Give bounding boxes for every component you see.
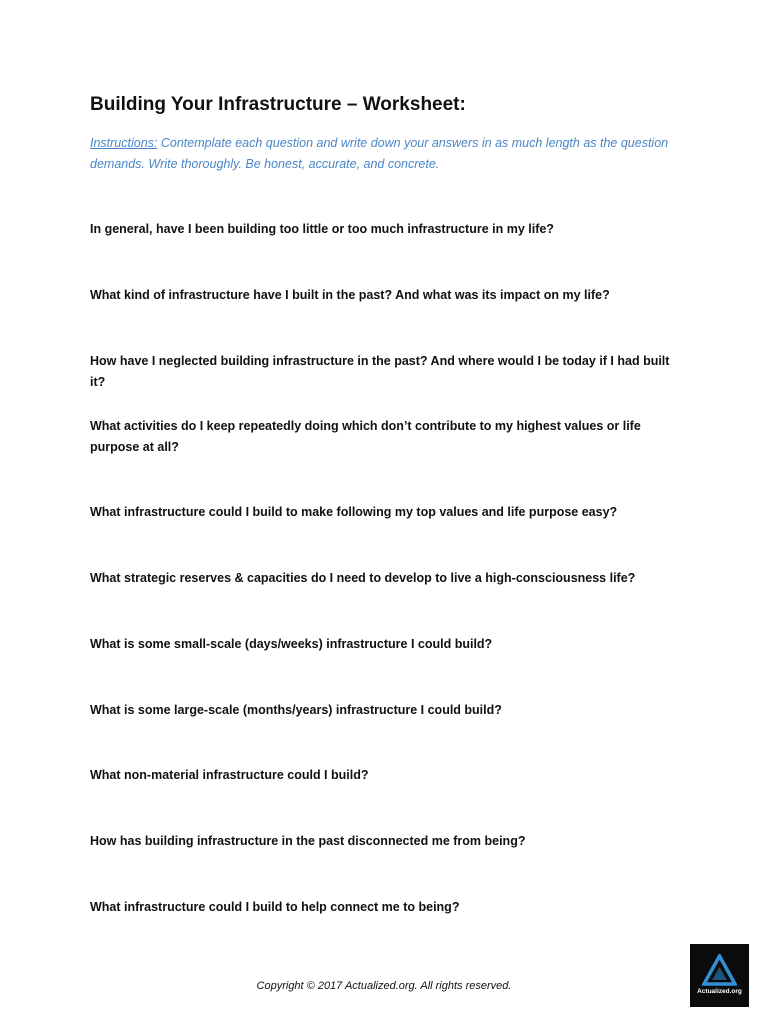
question-9: What non-material infrastructure could I build? — [90, 768, 369, 782]
question-4: What activities do I keep repeatedly doing which don’t contribute to my highest values or life purpose at all? — [90, 419, 641, 454]
question-10: How has building infrastructure in the past disconnected me from being? — [90, 834, 526, 848]
question-6: What strategic reserves & capacities do I need to develop to live a high-consciousness life? — [90, 571, 636, 585]
instructions-text: Contemplate each question and write down your answers in as much length as the question demands. Write thoroughly. Be honest, accurate, and concrete. — [90, 136, 669, 171]
copyright-footer: Copyright © 2017 Actualized.org. All rights reserved. — [256, 980, 512, 992]
question-11: What infrastructure could I build to help connect me to being? — [90, 900, 460, 914]
question-5: What infrastructure could I build to make following my top values and life purpose easy? — [90, 505, 618, 519]
question-2: What kind of infrastructure have I built in the past? And what was its impact on my life? — [90, 288, 610, 302]
instructions — [90, 133, 670, 175]
question-7: What is some small-scale (days/weeks) infrastructure I could build? — [90, 637, 493, 651]
instructions-label: Instructions: — [90, 136, 158, 150]
logo-text: Actualized.org — [697, 988, 742, 995]
question-1: In general, have I been building too little or too much infrastructure in my life? — [90, 222, 554, 236]
question-3: How have I neglected building infrastructure in the past? And where would I be today if I had built it? — [90, 354, 670, 389]
question-8: What is some large-scale (months/years) infrastructure I could build? — [90, 703, 502, 717]
actualized-logo[interactable] — [690, 944, 749, 1007]
triangle-logo-icon — [702, 954, 737, 986]
page-title: Building Your Infrastructure – Worksheet: — [90, 94, 466, 115]
